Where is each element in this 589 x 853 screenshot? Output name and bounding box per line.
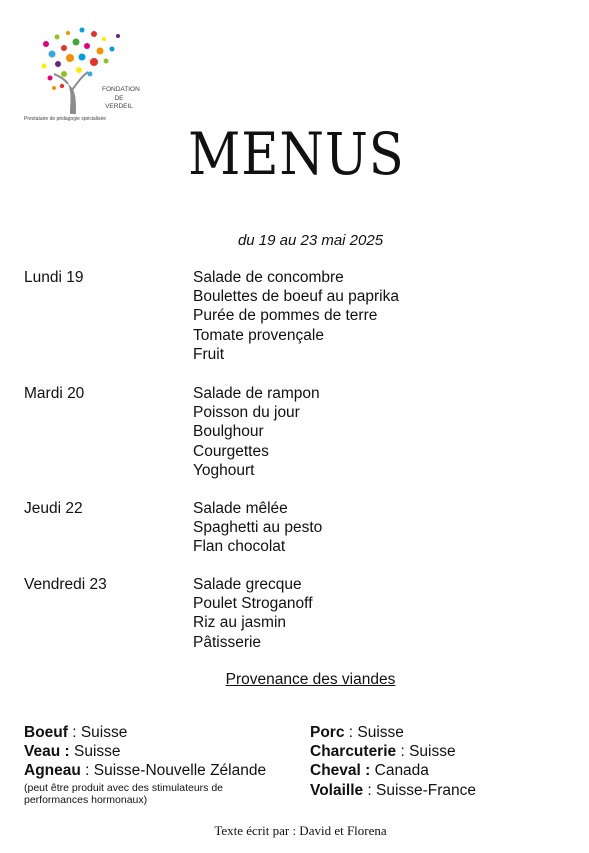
foundation-logo [24,24,140,124]
origin-item [310,781,476,800]
dish-list [193,499,322,557]
dish: Salade mêlée [193,500,288,517]
provenance-list-left [24,723,266,807]
origin-country: Suisse-Nouvelle Zélande [93,762,267,780]
origin-country: Suisse [409,743,456,761]
logo-tagline: Prestataire de pédagogie spécialisée [24,116,106,122]
dish: Pâtisserie [193,633,262,651]
dish: Riz au jasmin [193,614,287,632]
dish: Purée de pommes de terre [193,307,378,325]
meat-name: Veau : [24,743,70,761]
origin-country: Canada [374,762,429,780]
dish: Poisson du jour [193,404,300,422]
dish: Yoghourt [193,461,255,479]
dish: Fruit [193,345,224,363]
dish: Courgettes [193,442,269,460]
dish: Flan chocolat [193,538,286,556]
author-credit: Texte écrit par : David et Florena [214,823,387,838]
dish: Boulghour [193,423,264,441]
dish: Tomate provençale [193,326,324,344]
dish-list [193,268,399,364]
dish: Salade grecque [193,576,302,593]
day-name: Lundi 19 [24,269,84,286]
origin-country: Suisse [73,743,121,761]
provenance-list-right [310,723,476,800]
date-range: du 19 au 23 mai 2025 [237,232,384,249]
day-name: Mardi 20 [24,385,85,402]
meat-name: Volaille [310,781,364,799]
origin-country: Suisse-France [376,781,476,799]
day-name: Vendredi 23 [24,576,107,593]
origin-country: Suisse [80,724,128,741]
origin-item [24,742,266,761]
meat-name: Boeuf [24,724,68,741]
origin-country: Suisse [357,724,404,741]
day-name: Jeudi 22 [24,500,83,517]
origin-item [24,761,266,780]
origin-separator: : [67,724,81,741]
page-title: MENUS [188,120,405,188]
logo-org-name: FONDATION DE VERDEIL [102,86,140,110]
dish: Spaghetti au pesto [193,519,323,537]
dish-list [193,384,320,480]
hormone-note: (peut être produit avec des stimulateurs de performances hormonaux) [24,781,224,807]
origin-separator: : [344,724,358,741]
meat-name: Porc [310,724,345,741]
origin-item [310,723,476,742]
dish: Poulet Stroganoff [193,595,313,613]
provenance-title: Provenance des viandes [225,671,396,688]
dish: Salade de rampon [193,385,320,402]
dish-list [193,575,313,652]
dish: Boulettes de boeuf au paprika [193,288,399,306]
origin-item [310,742,476,761]
meat-name: Cheval : [310,762,371,780]
meat-name: Charcuterie [310,743,397,761]
origin-item [310,761,476,780]
origin-separator: : [363,781,377,799]
meat-name: Agneau [24,762,81,780]
origin-separator: : [80,762,94,780]
origin-item [24,723,266,742]
origin-separator: : [396,743,410,761]
dish: Salade de concombre [193,269,344,286]
